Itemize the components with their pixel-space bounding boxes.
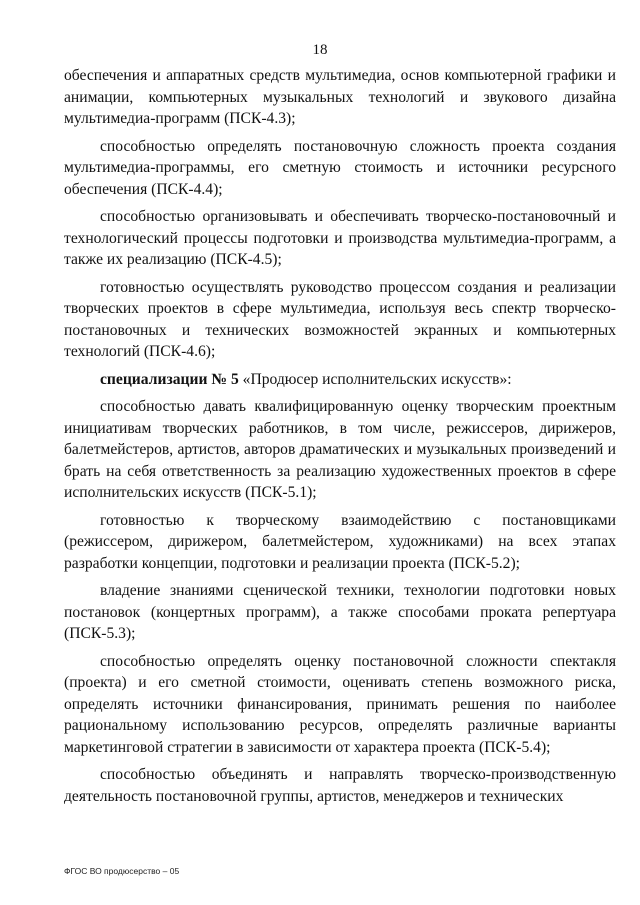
document-body bbox=[64, 65, 616, 807]
paragraph: способностью давать квалифицированную оценку творческим проектным инициативам творческих работников, в том числе, режиссеров, дирижеров, балетмейстеров, артистов, авторов драматических и музыкальных произведений и брать на себя ответственность за реализацию художественных проектов в сфере исполнительских искусств (ПСК-5.1); bbox=[64, 398, 616, 501]
paragraph: готовностью осуществлять руководство процессом создания и реализации творческих проектов в сфере мультимедиа, используя весь спектр творческо-постановочных и технических возможностей экранных и компьютерных технологий (ПСК-4.6); bbox=[64, 278, 616, 360]
paragraph: владение знаниями сценической техники, технологии подготовки новых постановок (концертных программ), а также способами проката репертуара (ПСК-5.3); bbox=[64, 582, 616, 642]
paragraph: способностью определять постановочную сложность проекта создания мультимедиа-программы, его сметную стоимость и источники ресурсного обеспечения (ПСК-4.4); bbox=[64, 137, 616, 198]
paragraph: способностью организовывать и обеспечивать творческо-постановочный и технологический процессы подготовки и производства мультимедиа-программ, а также их реализацию (ПСК-4.5); bbox=[64, 208, 616, 268]
page-footer: ФГОС ВО продюсерство – 05 bbox=[64, 866, 180, 876]
paragraph: способностью определять оценку постановочной сложности спектакля (проекта) и его сметной стоимости, оценивать степень возможного риска, определять источники финансирования, принимать решения по наиболее рациональному использованию ресурсов, определять различные варианты маркетинговой стратегии в зависимости от характера проекта (ПСК-5.4); bbox=[64, 652, 616, 756]
specialization-label: специализации № 5 bbox=[100, 370, 239, 388]
specialization-heading bbox=[64, 369, 616, 391]
page-number: 18 bbox=[312, 42, 328, 58]
specialization-title: «Продюсер исполнительских искусств»: bbox=[238, 370, 512, 388]
paragraph: обеспечения и аппаратных средств мультимедиа, основ компьютерной графики и анимации, компьютерных музыкальных технологий и звукового дизайна мультимедиа-программ (ПСК-4.3); bbox=[64, 67, 616, 127]
paragraph: готовностью к творческому взаимодействию с постановщиками (режиссером, дирижером, балетмейстером, художниками) на всех этапах разработки концепции, подготовки и реализации проекта (ПСК-5.2); bbox=[64, 511, 616, 572]
paragraph: способностью объединять и направлять творческо-производственную деятельность постановочной группы, артистов, менеджеров и технических bbox=[64, 766, 616, 805]
